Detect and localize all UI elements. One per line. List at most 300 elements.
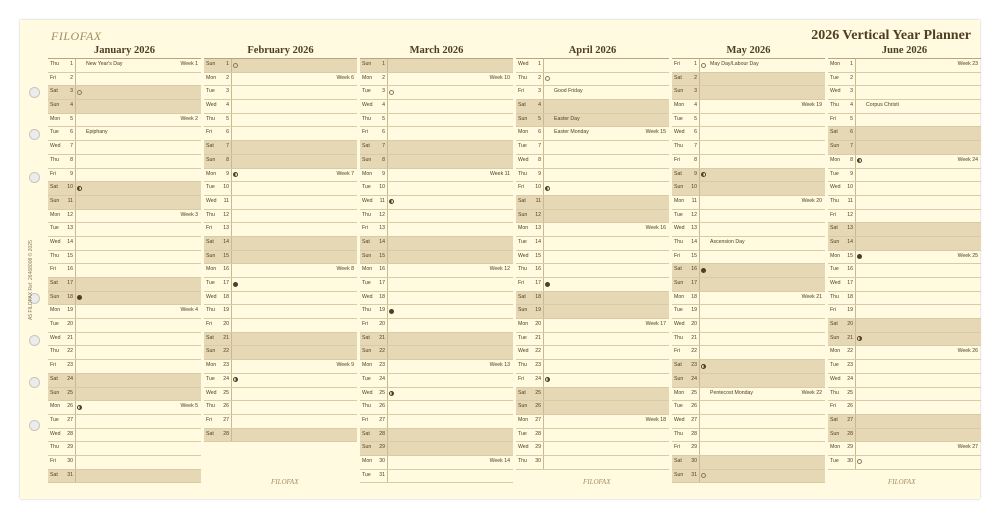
day-row[interactable] [828,169,981,183]
day-name: Wed [206,197,217,204]
day-row[interactable] [360,333,513,347]
day-row[interactable] [48,73,201,87]
day-name: Sun [362,156,372,163]
day-row[interactable] [48,292,201,306]
day-row[interactable] [204,388,357,402]
day-row[interactable] [828,401,981,415]
day-row[interactable] [516,251,669,265]
day-row[interactable] [672,210,825,224]
day-name: Wed [674,416,685,423]
day-name: Fri [674,252,681,259]
day-row[interactable] [828,237,981,251]
day-row[interactable] [828,388,981,402]
day-row[interactable] [360,346,513,360]
day-row[interactable] [828,59,981,73]
day-row[interactable] [672,59,825,73]
day-name: Tue [830,457,839,464]
brand-logo-footer: FILOFAX [888,478,916,486]
day-number: 9 [226,170,229,177]
day-row[interactable] [204,305,357,319]
day-row[interactable] [48,278,201,292]
day-number: 26 [535,403,541,410]
day-name: Tue [362,375,371,382]
day-name: Fri [362,416,369,423]
day-name: Sat [830,129,838,136]
day-row[interactable] [828,86,981,100]
day-row[interactable] [672,429,825,443]
day-row[interactable] [828,114,981,128]
day-row[interactable] [48,388,201,402]
day-row[interactable] [828,100,981,114]
day-row[interactable] [516,401,669,415]
day-row[interactable] [360,305,513,319]
day-name: Sat [674,74,682,81]
day-row[interactable] [204,196,357,210]
day-name: Fri [50,362,57,369]
month-column [360,44,513,486]
day-name: Wed [674,225,685,232]
day-row[interactable] [828,442,981,456]
day-row[interactable] [48,346,201,360]
day-row[interactable] [360,429,513,443]
day-row[interactable] [516,360,669,374]
day-row[interactable] [360,388,513,402]
day-row[interactable] [672,415,825,429]
day-number: 30 [847,457,853,464]
day-row[interactable] [828,429,981,443]
day-row[interactable] [828,251,981,265]
day-number: 9 [70,170,73,177]
first-moon-icon [389,391,394,396]
day-name: Thu [518,74,527,81]
month-header: May 2026 [672,44,825,59]
day-number: 6 [694,129,697,136]
day-name: Wed [674,129,685,136]
day-row[interactable] [672,470,825,484]
day-row[interactable] [48,182,201,196]
day-name: Mon [674,293,685,300]
day-row[interactable] [360,401,513,415]
day-number: 12 [379,211,385,218]
day-number: 14 [847,238,853,245]
day-row[interactable] [672,305,825,319]
day-row[interactable] [672,346,825,360]
day-row[interactable] [204,237,357,251]
week-number: Week 6 [336,74,354,81]
day-row[interactable] [516,264,669,278]
day-row[interactable] [672,278,825,292]
day-row[interactable] [360,442,513,456]
day-row[interactable] [672,141,825,155]
day-row[interactable] [516,278,669,292]
day-name: Tue [830,170,839,177]
day-number: 29 [379,444,385,451]
day-row[interactable] [204,114,357,128]
day-row[interactable] [204,401,357,415]
day-row[interactable] [516,305,669,319]
day-row[interactable] [828,278,981,292]
day-name: Thu [674,430,683,437]
day-row[interactable] [360,415,513,429]
day-number: 9 [538,170,541,177]
punch-hole [29,172,40,183]
day-number: 30 [379,457,385,464]
day-row[interactable] [828,264,981,278]
day-row[interactable] [360,182,513,196]
day-row[interactable] [204,86,357,100]
day-row[interactable] [360,223,513,237]
day-name: Wed [674,321,685,328]
day-number: 23 [535,362,541,369]
day-row[interactable] [672,319,825,333]
day-row[interactable] [48,169,201,183]
day-number: 28 [535,430,541,437]
day-row[interactable] [48,237,201,251]
day-row[interactable] [672,374,825,388]
day-row[interactable] [516,210,669,224]
day-row[interactable] [516,196,669,210]
day-row[interactable] [516,292,669,306]
day-number: 24 [379,375,385,382]
day-row[interactable] [672,73,825,87]
day-row[interactable] [516,86,669,100]
day-row[interactable] [516,333,669,347]
day-row[interactable] [516,237,669,251]
day-row[interactable] [516,429,669,443]
day-name: Sat [830,416,838,423]
day-row[interactable] [48,86,201,100]
day-number: 24 [535,375,541,382]
day-number: 2 [850,74,853,81]
day-row[interactable] [48,155,201,169]
day-row[interactable] [672,223,825,237]
day-row[interactable] [516,374,669,388]
day-name: Tue [50,321,59,328]
day-number: 14 [67,238,73,245]
day-row[interactable] [516,415,669,429]
day-row[interactable] [48,127,201,141]
day-name: Fri [50,266,57,273]
first-moon-icon [545,377,550,382]
day-number: 14 [223,238,229,245]
day-row[interactable] [672,127,825,141]
day-row[interactable] [48,429,201,443]
day-row[interactable] [48,100,201,114]
day-row[interactable] [360,196,513,210]
day-row[interactable] [360,155,513,169]
day-row[interactable] [204,155,357,169]
day-row[interactable] [48,196,201,210]
day-row[interactable] [204,127,357,141]
month-header: June 2026 [828,44,981,59]
day-row[interactable] [360,470,513,484]
day-name: Fri [206,225,213,232]
day-row[interactable] [672,86,825,100]
day-name: Fri [50,74,57,81]
day-row[interactable] [516,223,669,237]
day-name: Fri [50,170,57,177]
day-name: Fri [206,416,213,423]
day-row[interactable] [204,278,357,292]
reference-text: A5 FILOFAX Ref. 26468008 © 2025 [28,240,34,320]
day-row[interactable] [48,141,201,155]
day-row[interactable] [360,114,513,128]
day-row[interactable] [360,360,513,374]
day-number: 31 [67,471,73,478]
day-row[interactable] [672,100,825,114]
day-row[interactable] [672,333,825,347]
day-row[interactable] [360,251,513,265]
day-name: Sun [518,403,528,410]
day-name: Sat [674,266,682,273]
day-number: 26 [223,403,229,410]
day-name: Mon [830,156,841,163]
day-row[interactable] [828,182,981,196]
day-number: 1 [694,61,697,67]
day-row[interactable] [672,251,825,265]
day-name: Sun [206,61,216,67]
day-number: 3 [382,88,385,95]
day-row[interactable] [828,292,981,306]
day-row[interactable] [828,73,981,87]
day-number: 6 [850,129,853,136]
day-row[interactable] [672,456,825,470]
day-name: Mon [50,115,61,122]
day-row[interactable] [360,237,513,251]
day-row[interactable] [204,59,357,73]
day-row[interactable] [204,73,357,87]
day-name: Fri [830,307,837,314]
day-row[interactable] [516,155,669,169]
day-row[interactable] [204,223,357,237]
day-row[interactable] [828,127,981,141]
day-name: Wed [518,156,529,163]
day-number: 17 [691,280,697,286]
week-number: Week 4 [180,307,198,314]
day-row[interactable] [516,388,669,402]
day-row[interactable] [204,292,357,306]
day-number: 21 [67,334,73,341]
day-row[interactable] [204,374,357,388]
day-row[interactable] [828,141,981,155]
day-name: Fri [206,321,213,328]
day-row[interactable] [828,305,981,319]
day-row[interactable] [204,360,357,374]
day-row[interactable] [360,374,513,388]
day-row[interactable] [204,346,357,360]
week-number: Week 12 [489,266,510,273]
week-number: Week 10 [489,74,510,81]
day-row[interactable] [516,100,669,114]
day-row[interactable] [828,456,981,470]
day-row[interactable] [672,442,825,456]
day-row[interactable] [360,59,513,73]
day-row[interactable] [828,346,981,360]
day-number: 1 [850,61,853,67]
day-row[interactable] [672,360,825,374]
day-row[interactable] [828,360,981,374]
day-row[interactable] [516,59,669,73]
day-row[interactable] [360,264,513,278]
day-row[interactable] [48,223,201,237]
day-row[interactable] [672,114,825,128]
day-name: Sat [674,362,682,369]
day-row[interactable] [360,86,513,100]
day-name: Sun [50,102,60,109]
day-row[interactable] [204,264,357,278]
day-number: 24 [67,375,73,382]
day-row[interactable] [48,305,201,319]
day-row[interactable] [516,73,669,87]
day-number: 20 [847,321,853,328]
day-number: 16 [223,266,229,273]
day-row[interactable] [48,415,201,429]
day-number: 20 [691,321,697,328]
day-number: 12 [535,211,541,218]
day-name: Sun [674,280,684,286]
day-name: Sun [362,444,372,451]
day-number: 18 [67,293,73,300]
day-row[interactable] [48,456,201,470]
day-row[interactable] [204,319,357,333]
week-number: Week 13 [489,362,510,369]
day-row[interactable] [48,333,201,347]
day-row[interactable] [516,182,669,196]
day-row[interactable] [672,237,825,251]
day-row[interactable] [204,251,357,265]
day-row[interactable] [672,388,825,402]
day-row[interactable] [204,210,357,224]
day-row[interactable] [516,346,669,360]
day-row[interactable] [516,141,669,155]
day-row[interactable] [48,114,201,128]
day-row[interactable] [828,223,981,237]
day-row[interactable] [204,333,357,347]
day-name: Mon [674,197,685,204]
day-row[interactable] [48,59,201,73]
day-row[interactable] [360,73,513,87]
day-row[interactable] [360,456,513,470]
day-row[interactable] [828,196,981,210]
day-row[interactable] [48,401,201,415]
day-row[interactable] [48,264,201,278]
day-row[interactable] [828,155,981,169]
week-number: Week 3 [180,211,198,218]
day-row[interactable] [828,319,981,333]
day-number: 9 [382,170,385,177]
week-number: Week 2 [180,115,198,122]
day-row[interactable] [672,155,825,169]
day-row[interactable] [48,360,201,374]
day-row[interactable] [204,141,357,155]
day-row[interactable] [360,169,513,183]
day-row[interactable] [360,100,513,114]
day-row[interactable] [828,210,981,224]
day-number: 22 [691,348,697,355]
day-row[interactable] [360,210,513,224]
day-name: Thu [50,444,59,451]
day-name: Sat [518,102,526,109]
day-number: 18 [223,293,229,300]
day-row[interactable] [516,456,669,470]
day-number: 21 [535,334,541,341]
day-row[interactable] [48,442,201,456]
day-name: Thu [518,457,527,464]
day-row[interactable] [48,319,201,333]
day-row[interactable] [828,415,981,429]
day-row[interactable] [672,196,825,210]
day-row[interactable] [672,169,825,183]
day-row[interactable] [204,429,357,443]
day-row[interactable] [516,442,669,456]
day-row[interactable] [204,415,357,429]
day-name: Sat [674,457,682,464]
day-number: 11 [379,197,385,204]
last-moon-icon [857,158,862,163]
day-row[interactable] [204,169,357,183]
day-number: 17 [847,280,853,286]
day-row[interactable] [360,278,513,292]
day-row[interactable] [48,251,201,265]
day-number: 14 [535,238,541,245]
week-number: Week 17 [645,321,666,328]
day-name: Mon [50,211,61,218]
day-number: 8 [850,156,853,163]
day-number: 27 [67,416,73,423]
day-row[interactable] [672,292,825,306]
day-row[interactable] [516,169,669,183]
day-name: Tue [674,211,683,218]
day-name: Mon [206,170,217,177]
day-row[interactable] [360,292,513,306]
day-row[interactable] [672,182,825,196]
holiday-label: Pentecost Monday [710,389,753,396]
day-name: Mon [362,170,373,177]
day-row[interactable] [360,141,513,155]
day-row[interactable] [672,264,825,278]
day-row[interactable] [48,374,201,388]
day-row[interactable] [360,127,513,141]
full-moon-icon [233,63,238,68]
day-number: 11 [223,197,229,204]
day-number: 23 [379,362,385,369]
week-number: Week 24 [957,156,978,163]
day-row[interactable] [48,210,201,224]
first-moon-icon [77,405,82,410]
day-name: Mon [830,61,841,67]
day-row[interactable] [204,100,357,114]
day-name: Sat [50,471,58,478]
day-row[interactable] [828,374,981,388]
day-row[interactable] [828,333,981,347]
week-number: Week 21 [801,293,822,300]
day-row[interactable] [672,401,825,415]
day-row[interactable] [516,319,669,333]
day-row[interactable] [516,114,669,128]
day-number: 24 [223,375,229,382]
day-row[interactable] [360,319,513,333]
day-row[interactable] [516,127,669,141]
day-number: 2 [694,74,697,81]
day-name: Sat [362,334,370,341]
day-row[interactable] [204,182,357,196]
day-name: Tue [518,430,527,437]
day-row[interactable] [48,470,201,484]
day-number: 3 [70,88,73,95]
day-name: Mon [518,321,529,328]
day-number: 20 [67,321,73,328]
day-number: 5 [538,115,541,122]
